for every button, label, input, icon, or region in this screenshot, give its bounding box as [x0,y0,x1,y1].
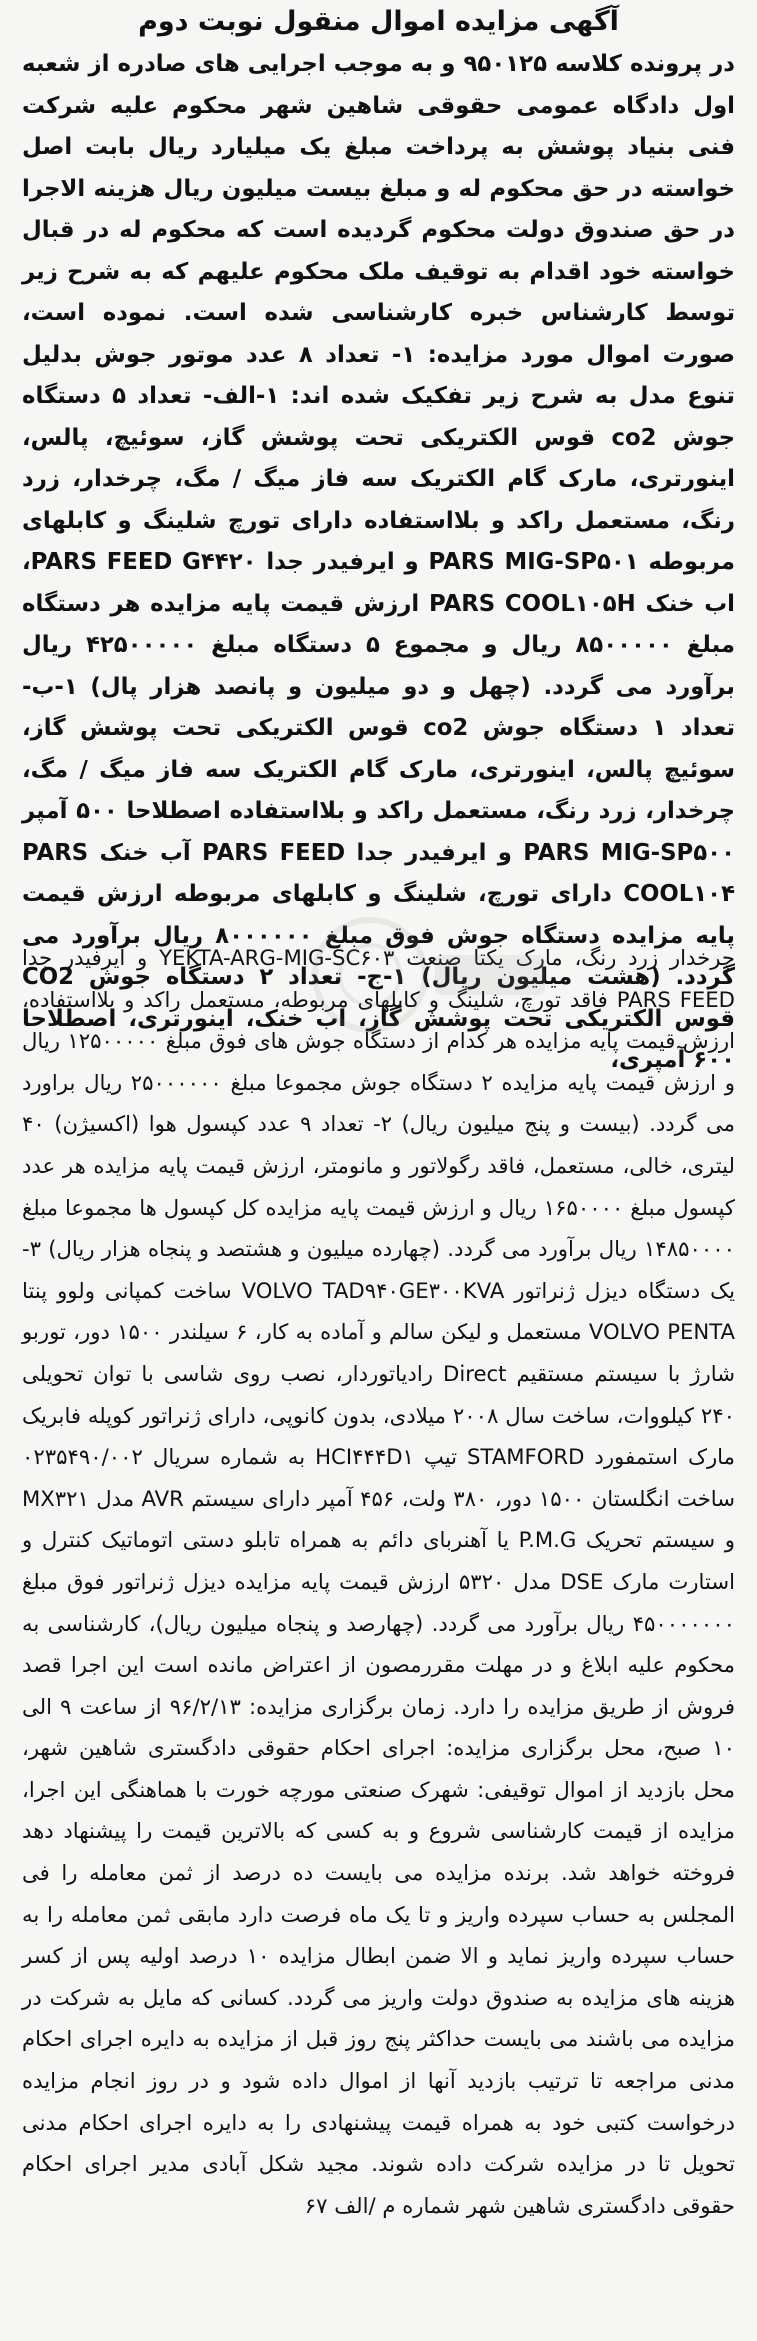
notice-title: آگهی مزایده اموال منقول نوبت دوم [138,6,619,37]
notice-body-part-2: چرخدار زرد رنگ، مارک یکتا صنعت YEKTA-ARG-MIG-SC۶۰۳ و ایرفیدر جدا PARS FEED فاقد تورچ، شلینگ و کابلهای مربوطه، مستعمل راکد و بلااستفاده، ارزش قیمت پایه مزایده هر کدام از دستگاه جوش های فوق مبلغ ۱۲۵۰۰۰۰۰ ریال و ارزش قیمت پایه مزایده ۲ دستگاه جوش مجموعا مبلغ ۲۵۰۰۰۰۰۰ ریال براورد می گردد. (بیست و پنج میلیون ریال) ۲- تعداد ۹ عدد کپسول هوا (اکسیژن) ۴۰ لیتری، خالی، مستعمل، فاقد رگولاتور و مانومتر، ارزش قیمت پایه مزایده هر عدد کپسول مبلغ ۱۶۵۰۰۰۰ ریال و ارزش قیمت پایه مزایده کل کپسول ها مجموعا مبلغ ۱۴۸۵۰۰۰۰ ریال برآورد می گردد. (چهارده میلیون و هشتصد و پنجاه هزار ریال) ۳- یک دستگاه دیزل ژنراتور VOLVO TAD۹۴۰GE۳۰۰KVA ساخت کمپانی ولوو پنتا VOLVO PENTA مستعمل و لیکن سالم و آماده به کار، ۶ سیلندر ۱۵۰۰ دور، توربو شارژ با سیستم مستقیم Direct رادیاتوردار، نصب روی شاسی با توان تحویلی ۲۴۰ کیلووات، ساخت سال ۲۰۰۸ میلادی، بدون کانوپی، دارای ژنراتور کوپله فابریک مارک استمفورد STAMFORD تیپ HCI۴۴۴D۱ به شماره سریال ۰۲۳۵۴۹۰/۰۰۲ ساخت انگلستان ۱۵۰۰ دور، ۳۸۰ ولت، ۴۵۶ آمپر دارای سیستم AVR مدل MX۳۲۱ و سیستم تحریک P.M.G یا آهنربای دائم به همراه تابلو دستی اتوماتیک کنترل و استارت مارک DSE مدل ۵۳۲۰ ارزش قیمت پایه مزایده دیزل ژنراتور فوق مبلغ ۴۵۰۰۰۰۰۰۰ ریال برآورد می گردد. (چهارصد و پنجاه میلیون ریال)، کارشناسی به محکوم علیه ابلاغ و در مهلت مقررمصون از اعتراض مانده است این اجرا قصد فروش از طریق مزایده را دارد. زمان برگزاری مزایده: ۹۶/۲/۱۳ از ساعت ۹ الی ۱۰ صبح، محل برگزاری مزایده: اجرای احکام حقوقی دادگستری شاهین شهر، محل بازدید از اموال توقیفی: شهرک صنعتی مورچه خورت با هماهنگی این اجرا، مزایده از قیمت کارشناسی شروع و به کسی که بالاترین قیمت را پیشنهاد دهد فروخته خواهد شد. برنده مزایده می بایست ده درصد از ثمن معامله را فی المجلس به حساب سپرده واریز و تا یک ماه فرصت دارد مابقی ثمن معامله را به حساب سپرده واریز نماید و الا ضمن ابطال مزایده ۱۰ درصد اولیه پس از کسر هزینه های مزایده به صندوق دولت واریز می گردد. کسانی که مایل به شرکت در مزایده می باشند می بایست حداکثر پنج روز قبل از مزایده به دایره اجرای احکام مدنی مراجعه تا ترتیب بازدید آنها از اموال داده شود و در روز انجام مزایده درخواست کتبی خود به همراه قیمت پیشنهادی را به دایره اجرای احکام مدنی تحویل تا در مزایده شرکت داده شوند. مجید شکل آبادی مدیر اجرای احکام حقوقی دادگستری شاهین شهر شماره م /الف ۶۷ [22,945,736,2218]
notice-body-part-1: در پرونده کلاسه ۹۵۰۱۲۵ و به موجب اجرایی های صادره از شعبه اول دادگاه عمومی حقوقی شاهین شهر محکوم علیه شرکت فنی بنیاد پوشش به پرداخت مبلغ یک میلیارد ریال بابت اصل خواسته در حق محکوم له و مبلغ بیست میلیون ریال هزینه الاجرا در حق صندوق دولت محکوم گردیده است که محکوم له در قبال خواسته خود اقدام به توقیف ملک محکوم علیهم که به شرح زیر توسط کارشناس خبره کارشناسی شده است. نموده است، صورت اموال مورد مزایده: ۱- تعداد ۸ عدد موتور جوش بدلیل تنوع مدل به شرح زیر تفکیک شده اند: ۱-الف- تعداد ۵ دستگاه جوش co2 قوس الکتریکی تحت پوشش گاز، سوئیچ، پالس، اینورتری، مارک گام الکتریک سه فاز میگ / مگ، چرخدار، زرد رنگ، مستعمل راکد و بلااستفاده دارای تورچ شلینگ و کابلهای مربوطه PARS MIG-SP۵۰۱ و ایرفیدر جدا PARS FEED G۴۴۲۰، اب خنک PARS COOL۱۰۵H ارزش قیمت پایه مزایده هر دستگاه مبلغ ۸۵۰۰۰۰۰ ریال و مجموع ۵ دستگاه مبلغ ۴۲۵۰۰۰۰۰ ریال برآورد می گردد. (چهل و دو میلیون و پانصد هزار پال) ۱-ب- تعداد ۱ دستگاه جوش co2 قوس الکتریکی تحت پوشش گاز، سوئیچ پالس، اینورتری، مارک گام الکتریک سه فاز میگ / مگ، چرخدار، زرد رنگ، مستعمل راکد و بلااستفاده اصطلاحا ۵۰۰ آمپر PARS MIG-SP۵۰۰ و ایرفیدر جدا PARS FEED آب خنک PARS COOL۱۰۴ دارای تورچ، شلینگ و کابلهای مربوطه ارزش قیمت پایه مزایده دستگاه جوش فوق مبلغ ۸۰۰۰۰۰۰ ریال برآورد می گردد. (هشت میلیون ریال) ۱-ج- تعداد ۲ دستگاه جوش CO2 قوس الکتریکی تحت پوشش گاز، اب خنک، اینورتری، اصطلاحا ۶۰۰ آمپری، [22,51,736,1073]
